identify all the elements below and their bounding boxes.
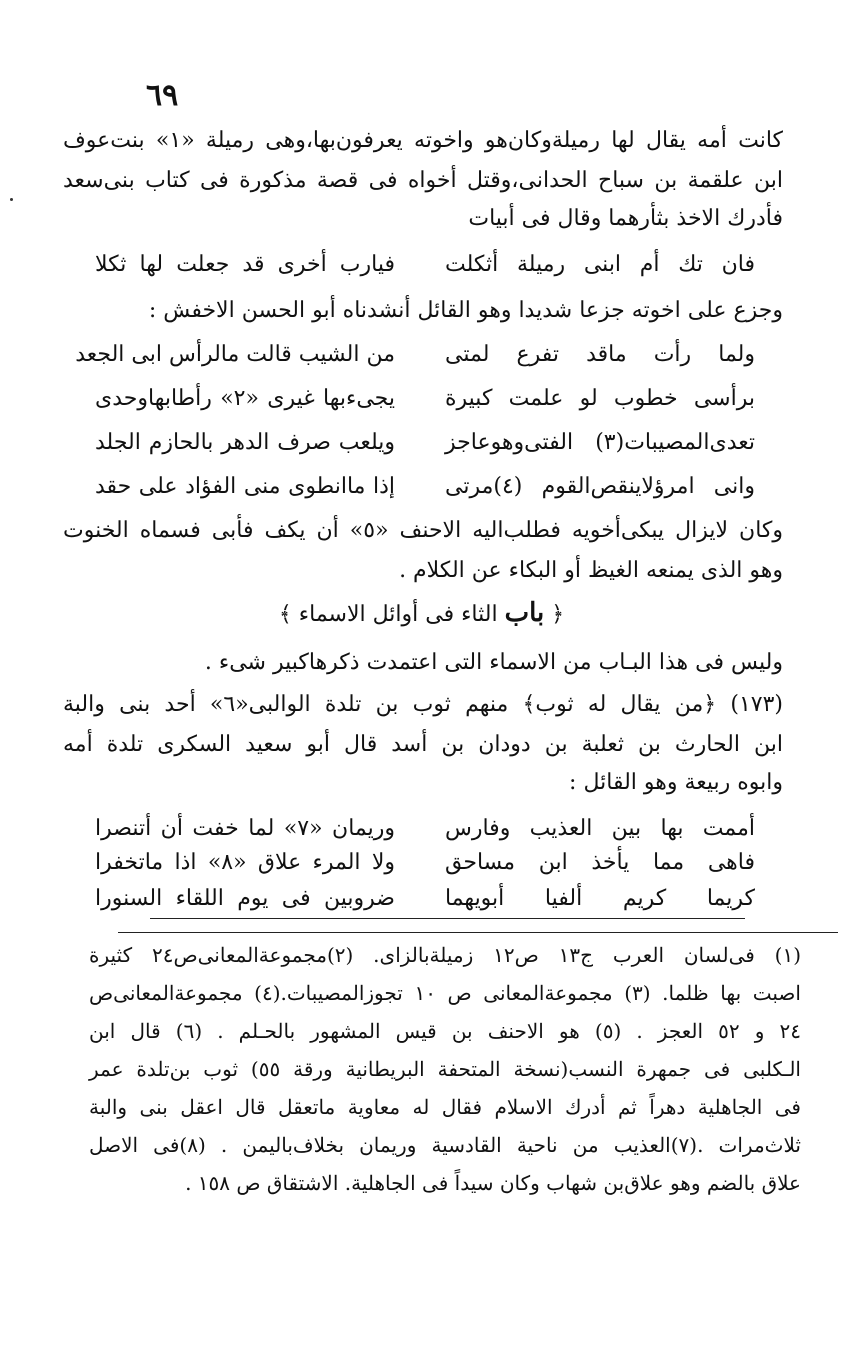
body-line: كانت أمه يقال لها رميلةوكان‌هو واخوته يعرفون‌بها،وهى رميلة «١» بنت‌عوف xyxy=(63,128,783,153)
verse-line xyxy=(95,882,755,916)
ornament-open: ﴿ xyxy=(551,602,565,627)
verse-first-hemistich: أممت بها بين العذيب وفارس xyxy=(445,816,755,841)
verse-line xyxy=(95,382,755,416)
verse-second-hemistich: فيارب أخرى قد جعلت لها ثكلا xyxy=(95,252,395,277)
footnote-line: (١) فى‌لسان العرب ج١٣ ص١٢ زميلةبالزاى. (٢)مجموعة‌المعانى‌ص٢٤ كثيرة xyxy=(89,943,801,967)
chapter-heading xyxy=(0,596,843,632)
body-bottom-rule xyxy=(150,918,745,919)
footnote-line: فى الجاهلية دهراً ثم أدرك الاسلام فقال له معاوية ماتعقل قال اعقل بنى والبة xyxy=(89,1095,801,1119)
body-line: وكان لايزال يبكى‌أخويه فطلب‌اليه الاحنف «٥» أن يكف فأبى فسماه الخنوت xyxy=(63,518,784,543)
footnote-separator xyxy=(118,932,838,933)
body-line: (١٧٣) ﴿من يقال له ثوب﴾ منهم ثوب بن تلدة الوالبى«٦» أحد بنى والبة xyxy=(63,692,783,717)
body-line: وجزع على اخوته جزعا شديدا وهو القائل أنشدناه أبو الحسن الاخفش : xyxy=(148,298,783,323)
body-line: وهو الذى يمنعه الغيظ أو البكاء عن الكلام . xyxy=(399,558,783,583)
verse-line xyxy=(75,338,755,372)
body-line: ابن علقمة بن سباح الحدانى،وقتل أخواه فى قصة مذكورة فى كتاب بنى‌سعد xyxy=(63,168,783,193)
ornament-close: ﴾ xyxy=(278,602,292,627)
body-line: ابن الحارث بن ثعلبة بن دودان بن أسد قال أبو سعيد السكرى تلدة أمه xyxy=(63,732,783,757)
verse-first-hemistich: كريما كريم ألفيا أبويهما xyxy=(445,886,755,911)
verse-second-hemistich: إذا ماانطوى منى الفؤاد على حقد xyxy=(95,474,395,499)
verse-second-hemistich: من الشيب قالت مالرأس ابى الجعد xyxy=(75,342,395,367)
footnote-line: ثلاث‌مرات .(٧)العذيب من ناحية القادسية وريمان بخلاف‌باليمن . (٨)فى الاصل xyxy=(89,1133,801,1157)
chapter-bab-word: باب xyxy=(504,598,545,628)
verse-first-hemistich: فان تك أم ابنى رميلة أثكلت xyxy=(445,252,755,277)
footnote-line: اصبت بها ظلما. (٣) مجموعة‌المعانى ص ١٠ تجوز‌المصيبات.(٤) مجموعة‌المعانى‌ص xyxy=(89,981,801,1005)
verse-line xyxy=(95,248,755,282)
verse-line xyxy=(95,846,755,880)
footnote-line: ٢٤ و ٥٢ العجز . (٥) هو الاحنف بن قيس المشهور بالحـلم . (٦) قال ابن xyxy=(89,1019,802,1043)
body-line: وابوه ربيعة وهو القائل : xyxy=(569,770,783,795)
body-line: فأدرك الاخذ بثأرهما وقال فى أبيات xyxy=(468,206,783,231)
verse-line xyxy=(95,812,755,846)
chapter-title: الثاء فى أوائل الاسماء xyxy=(298,602,498,627)
verse-second-hemistich: يجىء‌بها غيرى «٢» رأطابهاوحدى xyxy=(95,386,395,411)
verse-second-hemistich: ويلعب صرف الدهر بالحازم الجلد xyxy=(95,430,395,455)
verse-first-hemistich: فاهى مما يأخذ ابن مساحق xyxy=(445,850,755,875)
body-line: وليس فى هذا البـاب من الاسماء التى اعتمدت ذكرهاكبير شىء . xyxy=(204,650,783,675)
verse-second-hemistich: ضروبين فى يوم اللقاء السنورا xyxy=(95,886,395,911)
verse-first-hemistich: برأسى خطوب لو علمت كبيرة xyxy=(445,386,755,411)
verse-first-hemistich: وانى امرؤلاينقص‌القوم (٤)مرتى xyxy=(445,474,755,499)
scan-speck xyxy=(10,198,13,201)
verse-line xyxy=(95,470,755,504)
page-number: ٦٩ xyxy=(146,78,179,113)
footnote-line: الـكلبى فى جمهرة النسب(نسخة المتحفة البريطانية ورقة ٥٥) ثوب بن‌تلدة عمر xyxy=(89,1057,801,1081)
verse-first-hemistich: تعدى‌المصيبات(٣) الفتى‌وهوعاجز xyxy=(445,430,755,455)
verse-second-hemistich: ولا المرء علاق «٨» اذا ماتخفرا xyxy=(95,850,395,875)
verse-line xyxy=(95,426,755,460)
verse-first-hemistich: ولما رأت ماقد تفرع لمتى xyxy=(445,342,755,367)
verse-second-hemistich: وريمان «٧» لما خفت أن أتنصرا xyxy=(95,816,395,841)
footnote-line: علاق بالضم وهو علاق‌بن شهاب وكان سيداً فى الجاهلية. الاشتقاق ص ١٥٨ . xyxy=(185,1171,801,1195)
